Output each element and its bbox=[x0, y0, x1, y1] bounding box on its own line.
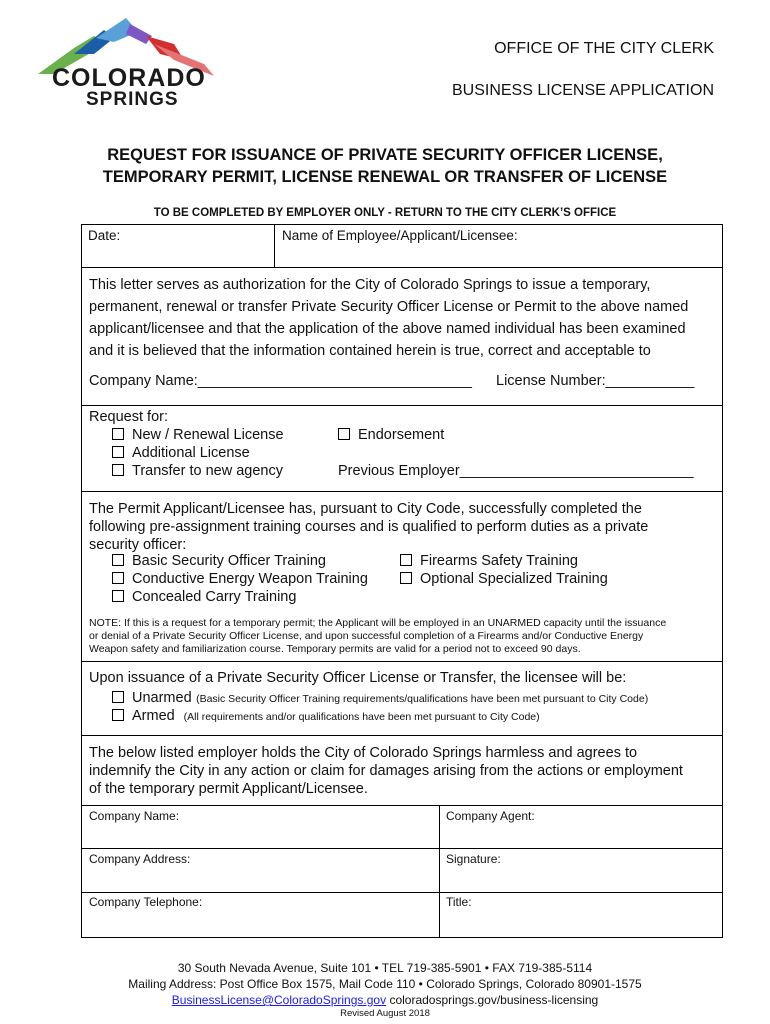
option-armed[interactable]: Armed (All requirements and/or qualifications have been met pursuant to City Code) bbox=[112, 707, 540, 725]
checkbox[interactable] bbox=[112, 709, 124, 721]
license-number-field[interactable]: License Number:___________ bbox=[496, 373, 695, 389]
title-field-label[interactable]: Title: bbox=[446, 895, 472, 909]
previous-employer-field[interactable]: Previous Employer_____________________________ bbox=[338, 463, 694, 479]
application-title: BUSINESS LICENSE APPLICATION bbox=[451, 82, 714, 99]
option-endorsement[interactable]: Endorsement bbox=[338, 427, 444, 443]
checkbox[interactable] bbox=[112, 554, 124, 566]
training-line-3: security officer: bbox=[89, 537, 187, 553]
training-line-2: following pre-assignment training courses and is qualified to perform duties as a private bbox=[89, 519, 649, 535]
footer-mailing: Mailing Address: Post Office Box 1575, Mail Code 110 • Colorado Springs, Colorado 80901-1575 bbox=[128, 977, 642, 991]
signature-label[interactable]: Signature: bbox=[446, 852, 501, 866]
option-basic-security[interactable]: Basic Security Officer Training bbox=[112, 553, 326, 569]
form-title-line2: TEMPORARY PERMIT, LICENSE RENEWAL OR TRANSFER OF LICENSE bbox=[102, 168, 668, 186]
note-line-3: Weapon safety and familiarization course. Temporary permits are valid for a period not to exceed 90 days. bbox=[89, 643, 581, 655]
indemnity-line-1: The below listed employer holds the City of Colorado Springs harmless and agrees to bbox=[89, 745, 638, 761]
option-new-renewal[interactable]: New / Renewal License bbox=[112, 427, 284, 443]
svg-text:COLORADO: COLORADO bbox=[52, 64, 206, 92]
note-line-2: or denial of a Private Security Officer License, and upon successful completion of a Firearms and/or Conductive Energy bbox=[89, 630, 644, 642]
checkbox[interactable] bbox=[112, 590, 124, 602]
company-name-label[interactable]: Company Name: bbox=[89, 809, 180, 823]
option-conductive-energy[interactable]: Conductive Energy Weapon Training bbox=[112, 571, 368, 587]
footer-address: 30 South Nevada Avenue, Suite 101 • TEL 719-385-5901 • FAX 719-385-5114 bbox=[177, 961, 593, 975]
company-agent-label[interactable]: Company Agent: bbox=[446, 809, 535, 823]
company-name-field[interactable]: Company Name:__________________________________ bbox=[89, 373, 472, 389]
svg-text:SPRINGS: SPRINGS bbox=[86, 89, 179, 109]
checkbox[interactable] bbox=[400, 554, 412, 566]
office-title: OFFICE OF THE CITY CLERK bbox=[494, 40, 714, 57]
checkbox[interactable] bbox=[112, 572, 124, 584]
note-line-1: NOTE: If this is a request for a temporary permit; the Applicant will be employed in an UNARMED capacity until the issuance bbox=[89, 617, 667, 629]
request-heading: Request for: bbox=[89, 409, 168, 425]
checkbox[interactable] bbox=[112, 691, 124, 703]
revised-date: Revised August 2018 bbox=[340, 1008, 430, 1019]
issuance-heading: Upon issuance of a Private Security Officer License or Transfer, the licensee will be: bbox=[89, 670, 627, 686]
option-additional[interactable]: Additional License bbox=[112, 445, 250, 461]
authorization-line-4: and it is believed that the information contained herein is true, correct and acceptable to bbox=[89, 343, 651, 359]
checkbox[interactable] bbox=[112, 446, 124, 458]
checkbox[interactable] bbox=[338, 428, 350, 440]
option-specialized[interactable]: Optional Specialized Training bbox=[400, 571, 608, 587]
city-logo bbox=[34, 14, 224, 109]
indemnity-line-3: of the temporary permit Applicant/Licensee. bbox=[89, 781, 368, 797]
application-form bbox=[81, 224, 723, 938]
authorization-line-3: applicant/licensee and that the application of the above named individual has been examined bbox=[89, 321, 686, 337]
company-address-label[interactable]: Company Address: bbox=[89, 852, 191, 866]
mountain-logo-icon bbox=[34, 14, 224, 109]
website-text[interactable]: coloradosprings.gov/business-licensing bbox=[389, 993, 599, 1007]
checkbox[interactable] bbox=[112, 428, 124, 440]
form-title-line1: REQUEST FOR ISSUANCE OF PRIVATE SECURITY OFFICER LICENSE, bbox=[107, 146, 663, 164]
option-firearms-safety[interactable]: Firearms Safety Training bbox=[400, 553, 578, 569]
authorization-line-2: permanent, renewal or transfer Private Security Officer License or Permit to the above named bbox=[89, 299, 689, 315]
checkbox[interactable] bbox=[112, 464, 124, 476]
instruction: TO BE COMPLETED BY EMPLOYER ONLY - RETURN TO THE CITY CLERK’S OFFICE bbox=[153, 207, 617, 219]
option-transfer[interactable]: Transfer to new agency bbox=[112, 463, 283, 479]
checkbox[interactable] bbox=[400, 572, 412, 584]
email-link[interactable]: BusinessLicense@ColoradoSprings.gov bbox=[171, 993, 387, 1007]
authorization-line-1: This letter serves as authorization for the City of Colorado Springs to issue a temporary, bbox=[89, 277, 651, 293]
option-unarmed[interactable]: Unarmed (Basic Security Officer Training requirements/qualifications have been met pursuant to City Code) bbox=[112, 689, 648, 707]
employee-name-label: Name of Employee/Applicant/Licensee: bbox=[282, 228, 518, 243]
training-line-1: The Permit Applicant/Licensee has, pursuant to City Code, successfully completed the bbox=[89, 501, 642, 517]
indemnity-line-2: indemnify the City in any action or claim for damages arising from the actions or employment bbox=[89, 763, 683, 779]
option-concealed-carry[interactable]: Concealed Carry Training bbox=[112, 589, 296, 605]
company-telephone-label[interactable]: Company Telephone: bbox=[89, 895, 203, 909]
date-label: Date: bbox=[88, 228, 121, 243]
